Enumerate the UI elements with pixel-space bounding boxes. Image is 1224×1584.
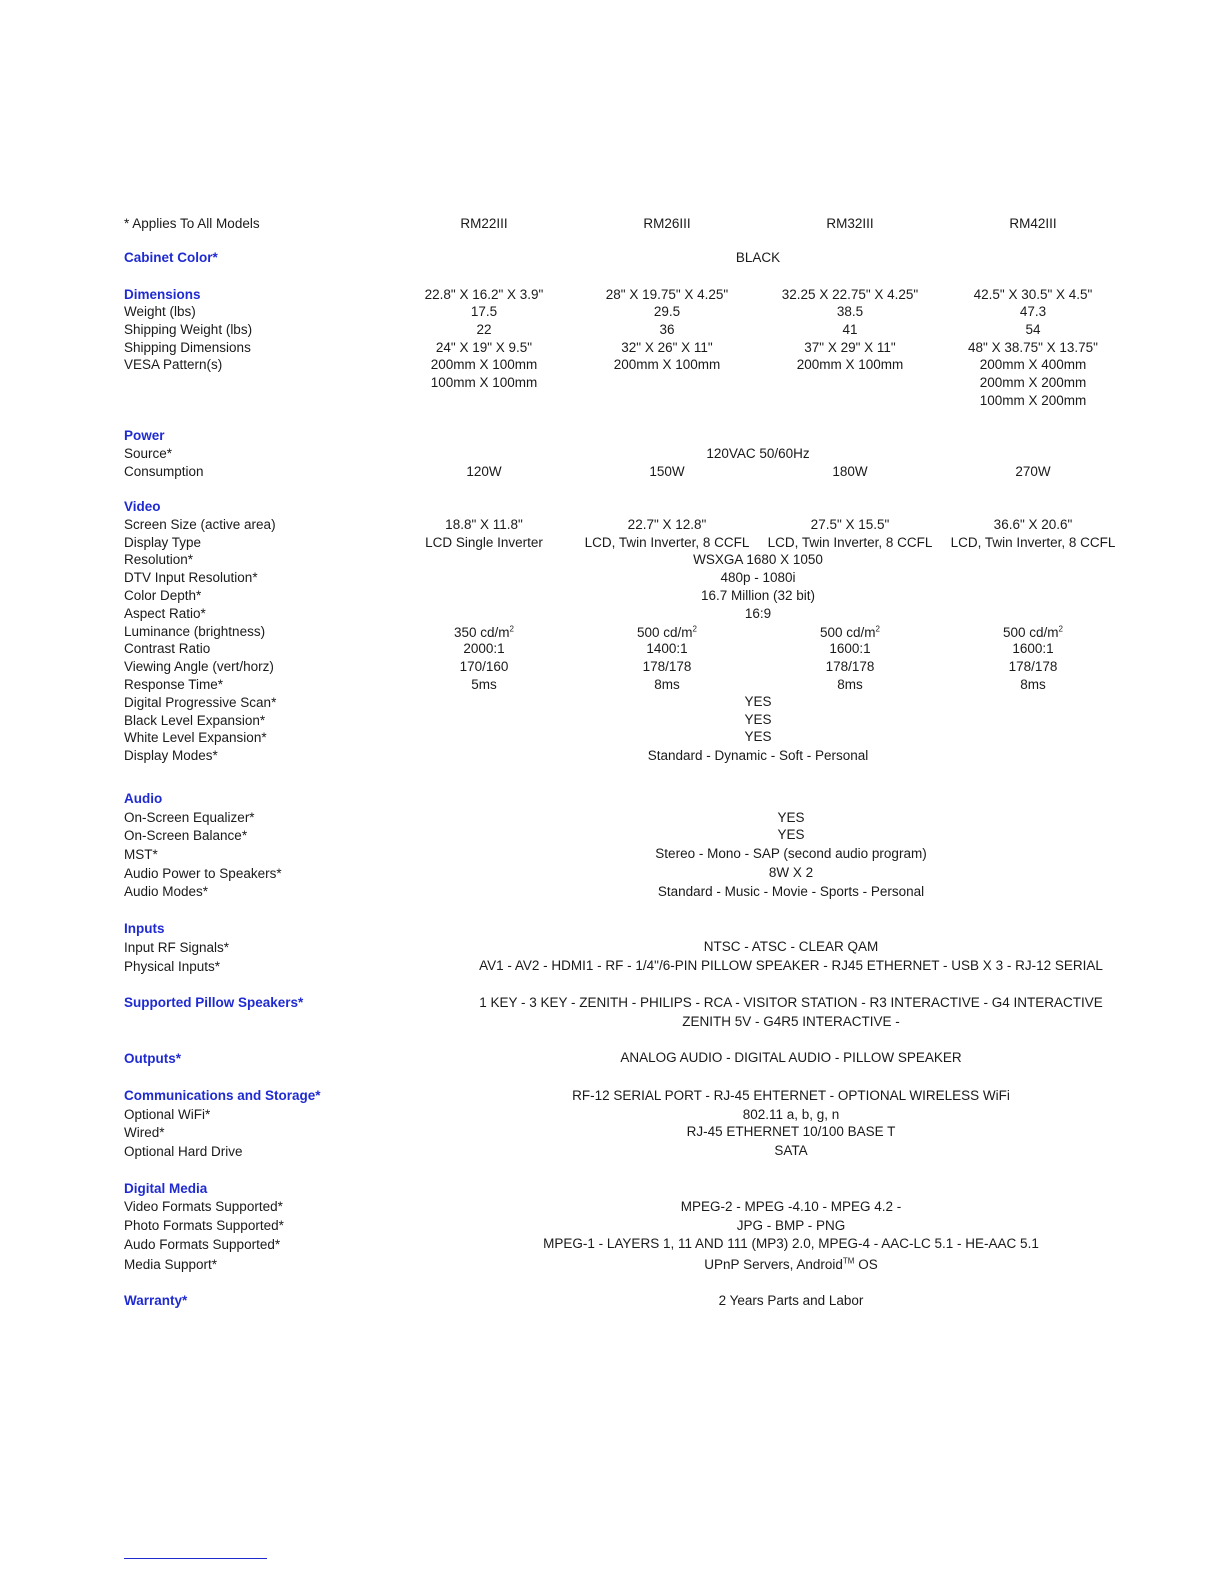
vesa-value-4b: 200mm X 200mm	[979, 375, 1087, 390]
color-depth-value: 16.7 Million (32 bit)	[700, 588, 816, 603]
model-header-3: RM32III	[826, 216, 874, 231]
model-header-4: RM42III	[1009, 216, 1057, 231]
display-type-value-1: LCD Single Inverter	[425, 535, 543, 550]
dimensions-value-1: 22.8" X 16.2" X 3.9"	[424, 287, 544, 302]
progressive-scan-label: Digital Progressive Scan*	[124, 695, 277, 710]
photo-formats-value: JPG - BMP - PNG	[736, 1218, 846, 1233]
contrast-value-3: 1600:1	[829, 641, 871, 656]
audio-formats-value: MPEG-1 - LAYERS 1, 11 AND 111 (MP3) 2.0, MPEG-4 - AAC-LC 5.1 - HE-AAC 5.1	[543, 1236, 1039, 1251]
contrast-value-4: 1600:1	[1012, 641, 1054, 656]
audio-power-label: Audio Power to Speakers*	[124, 866, 282, 881]
dtv-label: DTV Input Resolution*	[124, 570, 258, 585]
wired-value: RJ-45 ETHERNET 10/100 BASE T	[686, 1124, 896, 1139]
audio-modes-label: Audio Modes*	[124, 884, 209, 899]
color-depth-label: Color Depth*	[124, 588, 202, 603]
white-level-label: White Level Expansion*	[124, 730, 267, 745]
communications-value: RF-12 SERIAL PORT - RJ-45 EHTERNET - OPTIONAL WIRELESS WiFi	[572, 1088, 1010, 1103]
communications-heading: Communications and Storage*	[124, 1088, 321, 1103]
dimensions-value-3: 32.25 X 22.75" X 4.25"	[781, 287, 919, 302]
inputs-heading: Inputs	[124, 921, 165, 936]
mst-label: MST*	[124, 847, 158, 862]
consumption-value-4: 270W	[1015, 464, 1051, 479]
vesa-value-4a: 200mm X 400mm	[979, 357, 1087, 372]
display-type-label: Display Type	[124, 535, 202, 550]
outputs-heading: Outputs*	[124, 1051, 181, 1066]
pillow-speakers-line-2: ZENITH 5V - G4R5 INTERACTIVE -	[682, 1014, 900, 1029]
shipping-weight-value-1: 22	[476, 322, 492, 337]
model-header-2: RM26III	[643, 216, 691, 231]
audio-formats-label: Audo Formats Supported*	[124, 1237, 281, 1252]
equalizer-value: YES	[777, 810, 805, 825]
viewing-angle-value-4: 178/178	[1008, 659, 1058, 674]
viewing-angle-value-3: 178/178	[825, 659, 875, 674]
response-time-value-1: 5ms	[471, 677, 497, 692]
warranty-value: 2 Years Parts and Labor	[718, 1293, 864, 1308]
vesa-label: VESA Pattern(s)	[124, 357, 223, 372]
dimensions-heading: Dimensions	[124, 287, 201, 302]
response-time-label: Response Time*	[124, 677, 224, 692]
consumption-label: Consumption	[124, 464, 204, 479]
source-label: Source*	[124, 446, 173, 461]
progressive-scan-value: YES	[744, 694, 772, 709]
shipping-dimensions-label: Shipping Dimensions	[124, 340, 251, 355]
screen-size-value-4: 36.6" X 20.6"	[993, 517, 1073, 532]
digital-media-heading: Digital Media	[124, 1181, 208, 1196]
dtv-value: 480p - 1080i	[720, 570, 796, 585]
vesa-value-2: 200mm X 100mm	[613, 357, 721, 372]
audio-modes-value: Standard - Music - Movie - Sports - Personal	[657, 884, 925, 899]
display-modes-value: Standard - Dynamic - Soft - Personal	[647, 748, 869, 763]
contrast-label: Contrast Ratio	[124, 641, 211, 656]
wifi-value: 802.11 a, b, g, n	[742, 1107, 840, 1122]
consumption-value-2: 150W	[649, 464, 685, 479]
resolution-value: WSXGA 1680 X 1050	[693, 552, 823, 567]
cabinet-color-heading: Cabinet Color*	[124, 250, 218, 265]
aspect-ratio-label: Aspect Ratio*	[124, 606, 206, 621]
viewing-angle-value-1: 170/160	[459, 659, 509, 674]
vesa-value-1b: 100mm X 100mm	[430, 375, 538, 390]
weight-label: Weight (lbs)	[124, 304, 196, 319]
pillow-speakers-line-1: 1 KEY - 3 KEY - ZENITH - PHILIPS - RCA - VISITOR STATION - R3 INTERACTIVE - G4 INTERACTIVE	[479, 995, 1103, 1010]
weight-value-1: 17.5	[470, 304, 498, 319]
photo-formats-label: Photo Formats Supported*	[124, 1218, 284, 1233]
weight-value-2: 29.5	[653, 304, 681, 319]
screen-size-value-1: 18.8" X 11.8"	[445, 517, 523, 532]
shipping-dimensions-value-2: 32" X 26" X 11"	[621, 340, 713, 355]
display-modes-label: Display Modes*	[124, 748, 218, 763]
luminance-value-2: 500 $cd/m^2$	[637, 624, 697, 640]
outputs-value: ANALOG AUDIO - DIGITAL AUDIO - PILLOW SPEAKER	[620, 1050, 962, 1065]
shipping-weight-value-2: 36	[659, 322, 675, 337]
pillow-speakers-heading: Supported Pillow Speakers*	[124, 995, 304, 1010]
media-support-value: UPnP Servers, Android™ OS	[704, 1256, 878, 1272]
model-header-1: RM22III	[460, 216, 508, 231]
shipping-weight-value-4: 54	[1025, 322, 1041, 337]
weight-value-3: 38.5	[836, 304, 864, 319]
cabinet-color-value: BLACK	[735, 250, 781, 265]
equalizer-label: On-Screen Equalizer*	[124, 810, 255, 825]
response-time-value-4: 8ms	[1020, 677, 1046, 692]
footer-divider	[124, 1558, 267, 1559]
consumption-value-1: 120W	[466, 464, 502, 479]
dimensions-value-2: 28" X 19.75" X 4.25"	[605, 287, 729, 302]
shipping-dimensions-value-4: 48" X 38.75" X 13.75"	[968, 340, 1098, 355]
viewing-angle-label: Viewing Angle (vert/horz)	[124, 659, 274, 674]
black-level-value: YES	[744, 712, 772, 727]
contrast-value-2: 1400:1	[646, 641, 688, 656]
response-time-value-3: 8ms	[837, 677, 863, 692]
luminance-value-4: 500 $cd/m^2$	[1003, 624, 1063, 640]
screen-size-value-2: 22.7" X 12.8"	[627, 517, 707, 532]
power-heading: Power	[124, 428, 165, 443]
rf-signals-label: Input RF Signals*	[124, 940, 230, 955]
hard-drive-value: SATA	[774, 1143, 808, 1158]
applies-note: * Applies To All Models	[124, 216, 260, 231]
vesa-value-4c: 100mm X 200mm	[979, 393, 1087, 408]
white-level-value: YES	[744, 729, 772, 744]
video-formats-label: Video Formats Supported*	[124, 1199, 283, 1214]
video-formats-value: MPEG-2 - MPEG -4.10 - MPEG 4.2 -	[680, 1199, 902, 1214]
shipping-weight-value-3: 41	[842, 322, 858, 337]
aspect-ratio-value: 16:9	[744, 606, 772, 621]
mst-value: Stereo - Mono - SAP (second audio program)	[655, 846, 927, 861]
wired-label: Wired*	[124, 1125, 165, 1140]
vesa-value-1a: 200mm X 100mm	[430, 357, 538, 372]
contrast-value-1: 2000:1	[463, 641, 505, 656]
wifi-label: Optional WiFi*	[124, 1107, 211, 1122]
screen-size-value-3: 27.5" X 15.5"	[810, 517, 890, 532]
display-type-value-4: LCD, Twin Inverter, 8 CCFL	[950, 535, 1116, 550]
rf-signals-value: NTSC - ATSC - CLEAR QAM	[703, 939, 879, 954]
audio-heading: Audio	[124, 791, 163, 806]
luminance-label: Luminance (brightness)	[124, 624, 266, 639]
media-support-label: Media Support*	[124, 1257, 218, 1272]
shipping-weight-label: Shipping Weight (lbs)	[124, 322, 253, 337]
resolution-label: Resolution*	[124, 552, 194, 567]
physical-inputs-label: Physical Inputs*	[124, 959, 221, 974]
viewing-angle-value-2: 178/178	[642, 659, 692, 674]
video-heading: Video	[124, 499, 161, 514]
hard-drive-label: Optional Hard Drive	[124, 1144, 243, 1159]
black-level-label: Black Level Expansion*	[124, 713, 266, 728]
weight-value-4: 47.3	[1019, 304, 1047, 319]
physical-inputs-value: AV1 - AV2 - HDMI1 - RF - 1/4"/6-PIN PILLOW SPEAKER - RJ45 ETHERNET - USB X 3 - RJ-12 SERIAL	[479, 958, 1103, 973]
warranty-heading: Warranty*	[124, 1293, 188, 1308]
source-value: 120VAC 50/60Hz	[706, 446, 810, 461]
audio-power-value: 8W X 2	[768, 865, 814, 880]
display-type-value-2: LCD, Twin Inverter, 8 CCFL	[584, 535, 750, 550]
screen-size-label: Screen Size (active area)	[124, 517, 276, 532]
response-time-value-2: 8ms	[654, 677, 680, 692]
shipping-dimensions-value-1: 24" X 19" X 9.5"	[435, 340, 533, 355]
consumption-value-3: 180W	[832, 464, 868, 479]
shipping-dimensions-value-3: 37" X 29" X 11"	[804, 340, 896, 355]
balance-label: On-Screen Balance*	[124, 828, 248, 843]
dimensions-value-4: 42.5" X 30.5" X 4.5"	[973, 287, 1093, 302]
luminance-value-1: 350 $cd/m^2$	[454, 624, 514, 640]
vesa-value-3: 200mm X 100mm	[796, 357, 904, 372]
balance-value: YES	[777, 827, 805, 842]
display-type-value-3: LCD, Twin Inverter, 8 CCFL	[767, 535, 933, 550]
luminance-value-3: 500 $cd/m^2$	[820, 624, 880, 640]
